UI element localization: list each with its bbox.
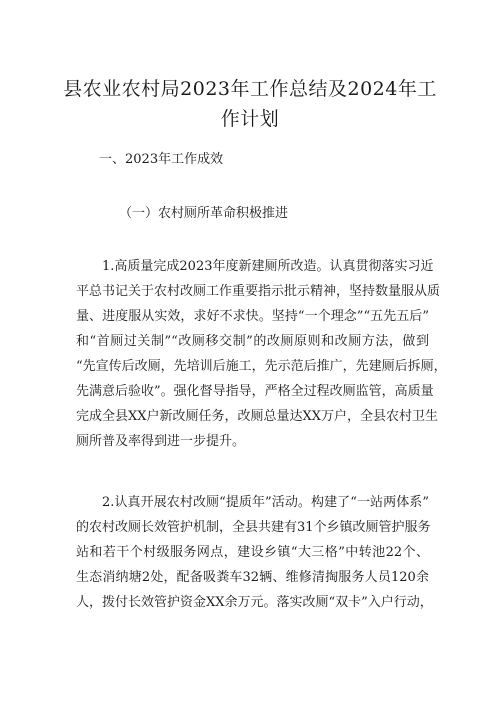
paragraph-line: 和“首厕过关制”“改厕移交制”的改厕原则和改厕方法，做到 bbox=[76, 334, 429, 349]
title-line-2: 作计划 bbox=[220, 108, 280, 130]
paragraph-line: 的农村改厕长效管护机制，全县共建有31个乡镇改厕管护服务 bbox=[76, 520, 431, 535]
paragraph-line: 2.认真开展农村改厕“提质年”活动。构建了“一站两体系” bbox=[102, 495, 429, 510]
paragraph-line: 平总书记关于农村改厕工作重要指示批示精神，坚持数量服从质 bbox=[76, 284, 441, 299]
title-line-1: 县农业农村局2023年工作总结及2024年工 bbox=[63, 78, 437, 100]
paragraph-line: 1.高质量完成2023年度新建厕所改造。认真贯彻落实习近 bbox=[102, 259, 434, 274]
paragraph-1 bbox=[76, 254, 447, 454]
section-heading: 一、2023年工作成效 bbox=[99, 152, 224, 167]
paragraph-line: “先宣传后改厕，先培训后施工，先示范后推广，先建厕后拆厕， bbox=[76, 359, 447, 374]
paragraph-line: 生态消纳塘2处，配备吸粪车32辆、维修清掏服务人员120余 bbox=[76, 570, 429, 585]
paragraph-2 bbox=[76, 490, 433, 615]
paragraph-line: 先满意后验收”。强化督导指导，严格全过程改厕监管，高质量 bbox=[76, 384, 434, 399]
paragraph-line: 厕所普及率得到进一步提升。 bbox=[76, 434, 246, 449]
paragraph-line: 站和若干个村级服务网点，建设乡镇“大三格”中转池22个、 bbox=[76, 545, 429, 560]
paragraph-line: 完成全县XX户新改厕任务，改厕总量达XX万户，全县农村卫生 bbox=[76, 409, 439, 424]
document-title bbox=[60, 74, 440, 134]
paragraph-line: 量、进度服从实效，求好不求快。坚持“一个理念”“五先五后” bbox=[76, 309, 429, 324]
paragraph-line: 人，拨付长效管护资金XX余万元。落实改厕“双卡”入户行动， bbox=[76, 595, 433, 610]
subsection-heading: （一）农村厕所革命积极推进 bbox=[119, 206, 289, 221]
